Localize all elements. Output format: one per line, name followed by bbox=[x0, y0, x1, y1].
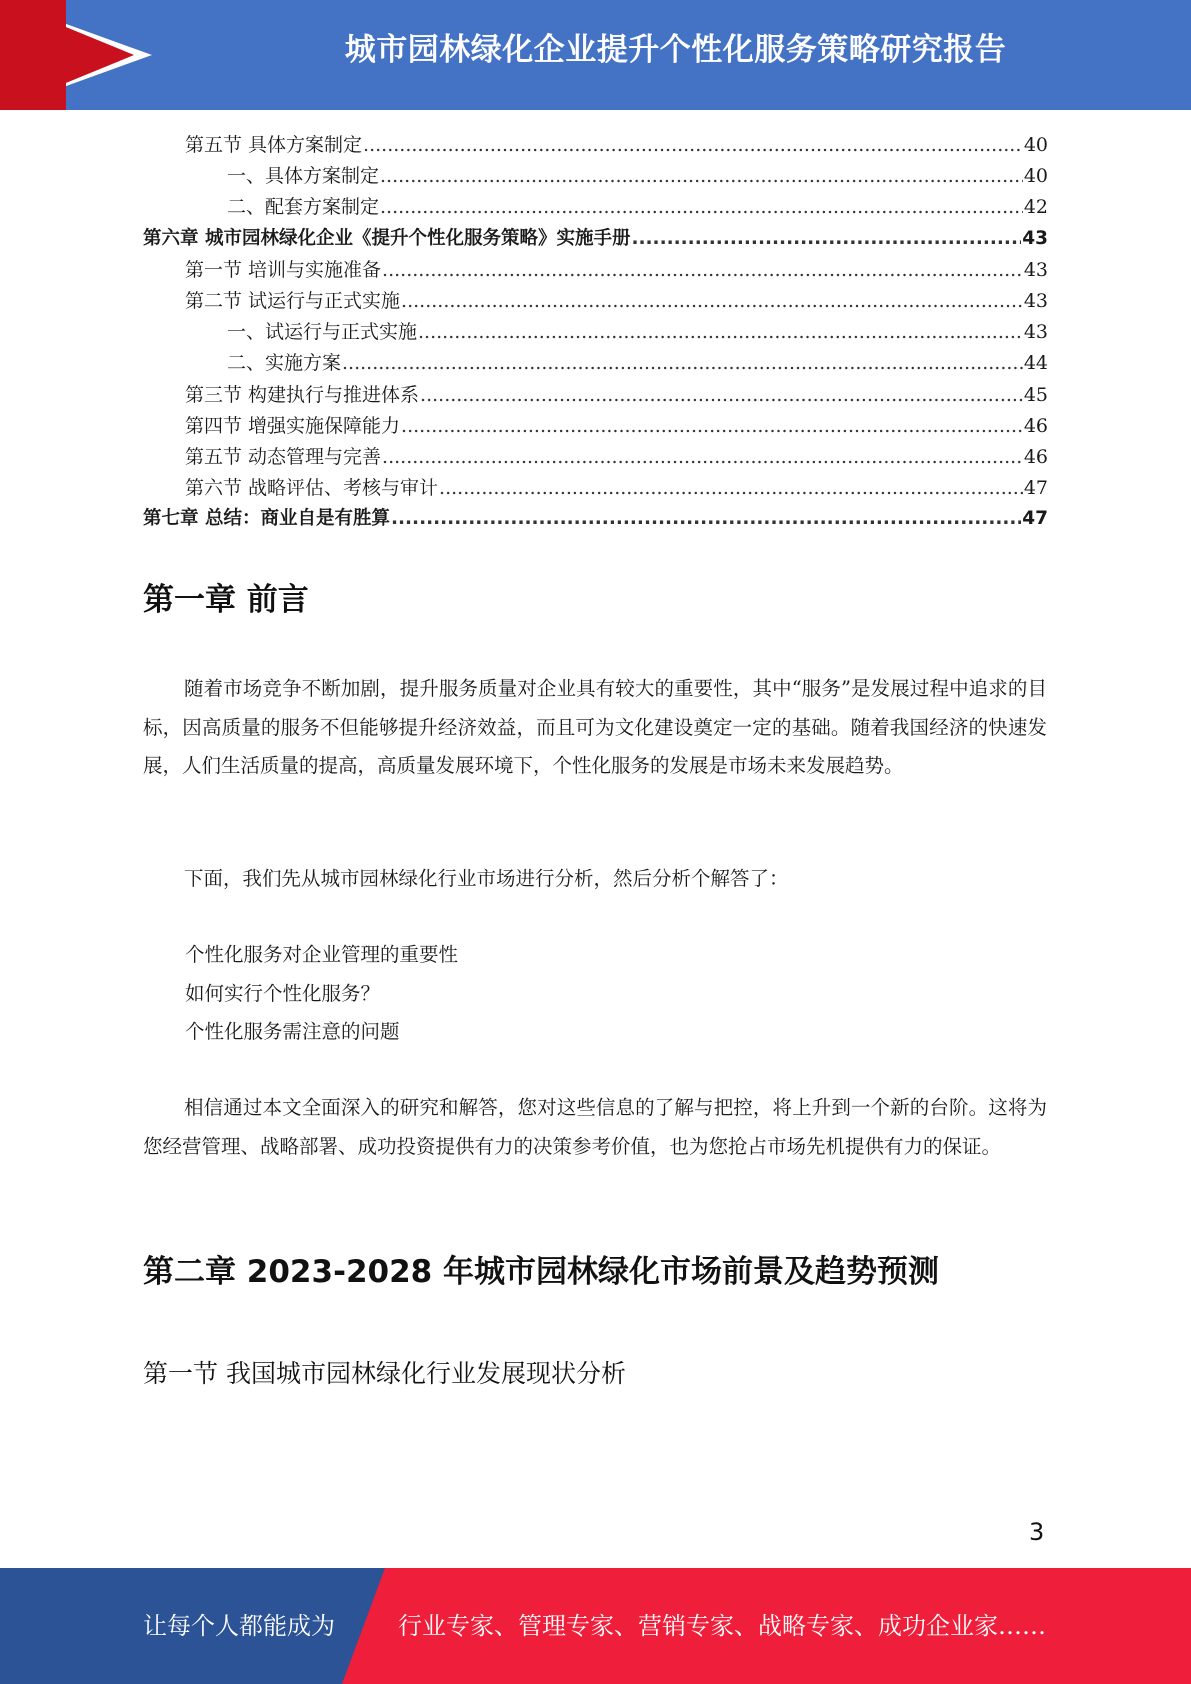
toc-leader-dots bbox=[380, 196, 1023, 218]
toc-leader-dots bbox=[342, 352, 1023, 374]
chapter-heading: 第一章 前言 bbox=[143, 582, 309, 618]
toc-entry-page: 43 bbox=[1023, 289, 1048, 312]
toc-entry-label: 第六章 城市园林绿化企业《提升个性化服务策略》实施手册 bbox=[143, 227, 631, 249]
table-of-contents bbox=[143, 130, 1048, 535]
toc-entry-page: 46 bbox=[1023, 445, 1048, 468]
toc-entry-page: 43 bbox=[1023, 258, 1048, 281]
toc-entry-label: 二、配套方案制定 bbox=[227, 196, 380, 219]
toc-leader-dots bbox=[382, 259, 1023, 281]
toc-entry-page: 47 bbox=[1022, 508, 1048, 530]
toc-entry-label: 第一节 培训与实施准备 bbox=[185, 258, 382, 281]
chapter-heading: 第二章 2023-2028 年城市园林绿化市场前景及趋势预测 bbox=[143, 1254, 940, 1290]
toc-entry-page: 42 bbox=[1023, 196, 1048, 219]
toc-entry-page: 47 bbox=[1023, 477, 1048, 500]
toc-entry[interactable] bbox=[143, 411, 1048, 442]
toc-entry-label: 第七章 总结：商业自是有胜算 bbox=[143, 508, 390, 530]
toc-entry-page: 43 bbox=[1022, 227, 1048, 249]
toc-entry[interactable] bbox=[143, 473, 1048, 504]
toc-leader-dots bbox=[380, 165, 1023, 187]
question-list bbox=[185, 936, 458, 1052]
page-footer bbox=[0, 1568, 1191, 1684]
list-item: 个性化服务对企业管理的重要性 bbox=[185, 943, 459, 966]
list-item: 如何实行个性化服务？ bbox=[185, 981, 381, 1005]
toc-entry-label: 第五节 具体方案制定 bbox=[185, 134, 363, 156]
page-header bbox=[0, 0, 1191, 110]
toc-leader-dots bbox=[418, 321, 1023, 343]
toc-leader-dots bbox=[382, 446, 1023, 468]
header-arrow-icon bbox=[0, 0, 134, 110]
toc-entry-page: 45 bbox=[1023, 383, 1048, 406]
footer-slogan-left: 让每个人都能成为 bbox=[143, 1612, 335, 1640]
toc-entry-label: 一、具体方案制定 bbox=[227, 165, 380, 188]
toc-entry-label: 第四节 增强实施保障能力 bbox=[185, 414, 401, 437]
toc-entry[interactable] bbox=[143, 130, 1048, 161]
toc-entry[interactable] bbox=[143, 504, 1048, 535]
toc-entry[interactable] bbox=[143, 317, 1048, 348]
toc-entry-label: 一、试运行与正式实施 bbox=[227, 321, 418, 344]
toc-entry[interactable] bbox=[143, 380, 1048, 411]
toc-entry-page: 43 bbox=[1023, 321, 1048, 344]
intro-paragraph-2: 下面，我们先从城市园林绿化行业市场进行分析，然后分析个解答了： bbox=[184, 867, 789, 890]
toc-leader-dots bbox=[439, 477, 1023, 499]
toc-leader-dots bbox=[401, 415, 1023, 437]
toc-leader-dots bbox=[420, 384, 1023, 406]
toc-leader-dots bbox=[401, 290, 1023, 312]
section-heading: 第一节 我国城市园林绿化行业发展现状分析 bbox=[143, 1359, 626, 1388]
report-title: 城市园林绿化企业提升个性化服务策略研究报告 bbox=[344, 32, 1007, 68]
toc-entry-label: 第三节 构建执行与推进体系 bbox=[185, 383, 420, 406]
toc-entry[interactable] bbox=[143, 161, 1048, 192]
footer-slogan-right: 行业专家、管理专家、营销专家、战略专家、成功企业家…… bbox=[398, 1612, 1046, 1640]
toc-entry-page: 40 bbox=[1023, 165, 1048, 188]
toc-entry[interactable] bbox=[143, 255, 1048, 286]
toc-entry[interactable] bbox=[143, 286, 1048, 317]
toc-entry-label: 第二节 试运行与正式实施 bbox=[185, 289, 401, 312]
toc-entry-page: 44 bbox=[1023, 352, 1048, 375]
toc-entry[interactable] bbox=[143, 224, 1048, 255]
conclusion-paragraph: 相信通过本文全面深入的研究和解答，您对这些信息的了解与把控，将上升到一个新的台阶。这将为您经营管理、战略部署、成功投资提供有力的决策参考价值，也为您抢占市场先机提供有力的保证。 bbox=[143, 1096, 1047, 1158]
toc-entry-page: 40 bbox=[1023, 134, 1048, 156]
page-number: 3 bbox=[1029, 1518, 1045, 1546]
intro-paragraph: 随着市场竞争不断加剧，提升服务质量对企业具有较大的重要性，其中“服务”是发展过程中追求的目标，因高质量的服务不但能够提升经济效益，而且可为文化建设奠定一定的基础。随着我国经济的快速发展，人们生活质量的提高，高质量发展环境下，个性化服务的发展是市场未来发展趋势。 bbox=[143, 677, 1047, 777]
toc-entry-page: 46 bbox=[1023, 414, 1048, 437]
list-item: 个性化服务需注意的问题 bbox=[185, 1020, 400, 1043]
toc-entry-label: 二、实施方案 bbox=[227, 352, 342, 375]
toc-entry-label: 第六节 战略评估、考核与审计 bbox=[185, 477, 439, 500]
toc-entry[interactable] bbox=[143, 192, 1048, 223]
toc-leader-dots bbox=[363, 134, 1023, 156]
toc-entry[interactable] bbox=[143, 348, 1048, 379]
toc-entry-label: 第五节 动态管理与完善 bbox=[185, 445, 382, 468]
toc-entry[interactable] bbox=[143, 442, 1048, 473]
toc-leader-dots bbox=[391, 508, 1021, 529]
toc-leader-dots bbox=[631, 228, 1021, 249]
